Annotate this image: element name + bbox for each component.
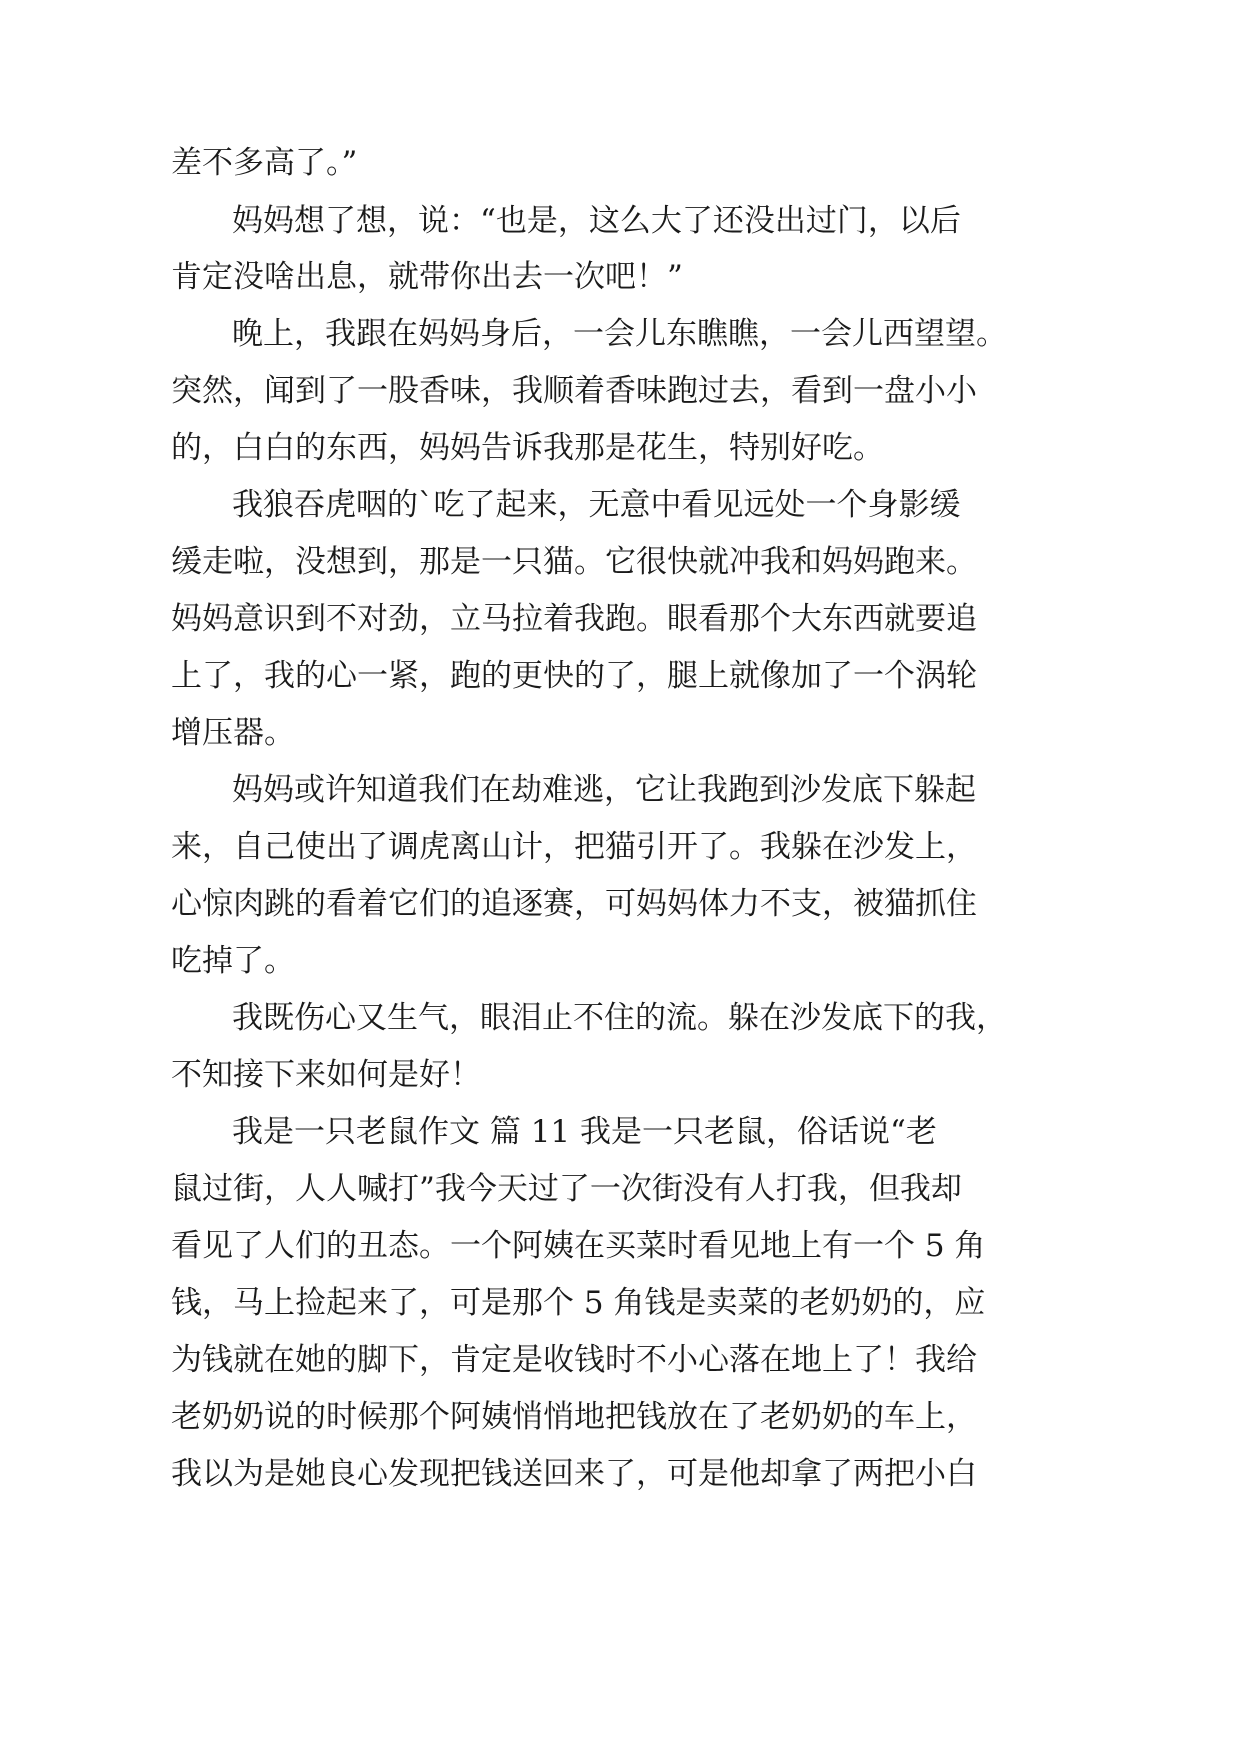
text-line: 心惊肉跳的看着它们的追逐赛，可妈妈体力不支，被猫抓住 [171,886,977,922]
text-line: 我以为是她良心发现把钱送回来了，可是他却拿了两把小白 [171,1456,977,1492]
text-line: 的，白白的东西，妈妈告诉我那是花生，特别好吃。 [171,430,884,466]
text-line: 老奶奶说的时候那个阿姨悄悄地把钱放在了老奶奶的车上， [171,1399,977,1435]
paragraph-first-line: 妈妈或许知道我们在劫难逃，它让我跑到沙发底下躲起 [232,772,976,808]
text-line: 妈妈意识到不对劲，立马拉着我跑。眼看那个大东西就要追 [171,601,977,637]
text-line: 鼠过街，人人喊打”我今天过了一次街没有人打我，但我却 [171,1171,962,1207]
paragraph-first-line: 我既伤心又生气，眼泪止不住的流。躲在沙发底下的我， [232,1000,1007,1036]
section-heading-line: 我是一只老鼠作文 篇 11 我是一只老鼠，俗话说“老 [232,1114,937,1150]
text-line: 上了，我的心一紧，跑的更快的了，腿上就像加了一个涡轮 [171,658,977,694]
text-line: 看见了人们的丑态。一个阿姨在买菜时看见地上有一个 5 角 [171,1228,986,1264]
text-line: 肯定没啥出息，就带你出去一次吧！” [171,259,683,295]
text-line: 来，自己使出了调虎离山计，把猫引开了。我躲在沙发上， [171,829,977,865]
text-line: 吃掉了。 [171,943,295,979]
text-line: 为钱就在她的脚下，肯定是收钱时不小心落在地上了！我给 [171,1342,977,1378]
text-line: 不知接下来如何是好！ [171,1057,481,1093]
paragraph-first-line: 我狼吞虎咽的`吃了起来，无意中看见远处一个身影缓 [232,487,961,523]
text-line: 缓走啦，没想到，那是一只猫。它很快就冲我和妈妈跑来。 [171,544,977,580]
text-line: 增压器。 [171,715,295,751]
text-line: 钱，马上捡起来了，可是那个 5 角钱是卖菜的老奶奶的，应 [171,1285,986,1321]
text-line: 差不多高了。” [171,145,358,181]
paragraph-first-line: 妈妈想了想，说：“也是，这么大了还没出过门，以后 [232,203,961,239]
paragraph-first-line: 晚上，我跟在妈妈身后，一会儿东瞧瞧，一会儿西望望。 [232,316,1007,352]
text-line: 突然，闻到了一股香味，我顺着香味跑过去，看到一盘小小 [171,373,977,409]
